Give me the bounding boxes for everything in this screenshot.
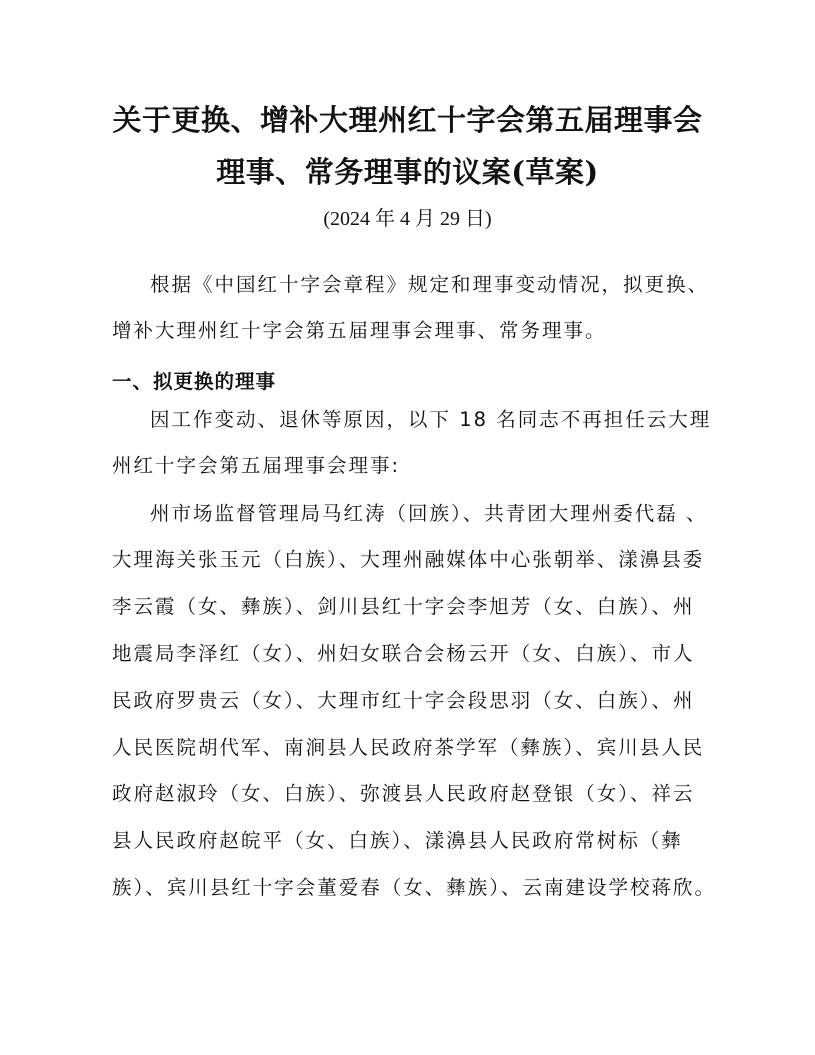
names-line-5: 民政府罗贵云（女）、大理市红十字会段思羽（女、白族）、州 <box>112 689 695 712</box>
names-line-9: 族）、宾川县红十字会董爱春（女、彝族）、云南建设学校蒋欣。 <box>112 876 717 899</box>
document-date: (2024 年 4 月 29 日) <box>323 208 492 230</box>
names-line-2: 大理海关张玉元（白族）、大理州融媒体中心张朝举、漾濞县委 <box>112 548 705 571</box>
intro-line-1: 根据《中国红十字会章程》规定和理事变动情况，拟更换、 <box>150 273 710 296</box>
document-title-line-2: 理事、常务理事的议案(草案) <box>216 155 599 189</box>
names-line-4: 地震局李泽红（女）、州妇女联合会杨云开（女、白族）、市人 <box>112 642 695 665</box>
section-1-heading: 一、拟更换的理事 <box>112 370 277 393</box>
names-line-8: 县人民政府赵皖平（女、白族）、漾濞县人民政府常树标（彝 <box>112 829 683 852</box>
names-line-3: 李云霞（女、彝族）、剑川县红十字会李旭芳（女、白族）、州 <box>112 595 695 618</box>
names-line-6: 人民医院胡代军、南涧县人民政府茶学军（彝族）、宾川县人民 <box>112 736 705 759</box>
document-title-line-1: 关于更换、增补大理州红十字会第五届理事会 <box>112 103 703 137</box>
section-1-line-1: 因工作变动、退休等原因，以下 18 名同志不再担任云大理 <box>150 408 712 431</box>
names-line-7: 政府赵淑玲（女、白族）、弥渡县人民政府赵登银（女）、祥云 <box>112 782 695 805</box>
section-1-line-2: 州红十字会第五届理事会理事: <box>112 454 401 477</box>
intro-line-2: 增补大理州红十字会第五届理事会理事、常务理事。 <box>112 319 607 342</box>
names-line-1: 州市场监督管理局马红涛（回族）、共青团大理州委代磊 、 <box>150 502 708 525</box>
